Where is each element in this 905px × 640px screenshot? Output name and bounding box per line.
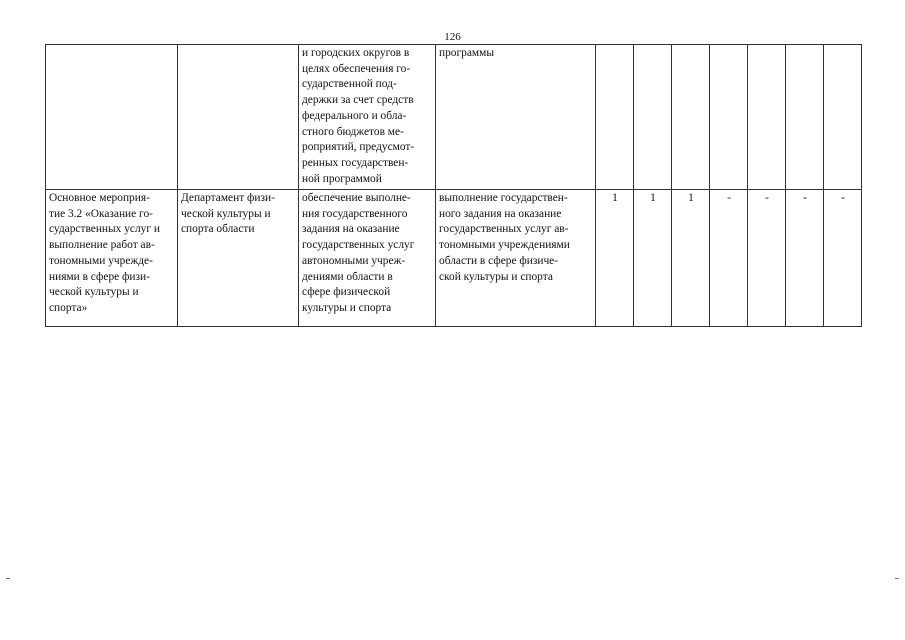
cell-text-line: обеспечение выполне- <box>302 192 411 204</box>
cell-text-line: и городских округов в <box>302 47 410 59</box>
value-cell <box>672 45 710 190</box>
cell-text-line: ного задания на оказание <box>439 207 562 220</box>
result-cell <box>436 45 596 190</box>
cell-text-line: тономными учрежде- <box>49 254 153 267</box>
cell-text-line: держки за счет средств <box>302 94 414 107</box>
cell-text-line: культуры и спорта <box>302 301 392 314</box>
value-cell: 1 <box>634 190 672 327</box>
cell-text-line: ской культуры и спорта <box>439 270 553 283</box>
value-cell <box>710 45 748 190</box>
value-cell: - <box>824 190 862 327</box>
table-row <box>46 190 862 327</box>
value-cell: - <box>710 190 748 327</box>
activity-cell <box>46 190 178 327</box>
left-margin-mark <box>6 578 10 579</box>
value-cell <box>634 45 672 190</box>
cell-text-line: ния государственного <box>302 207 408 220</box>
cell-text-line: тие 3.2 «Оказание го- <box>49 207 153 220</box>
cell-text-line: сударственных услуг и <box>49 223 160 236</box>
activity-cell <box>46 45 178 190</box>
table-row <box>46 45 862 190</box>
executor-cell <box>178 190 299 327</box>
page-number: 126 <box>444 31 461 43</box>
value-cell: 1 <box>596 190 634 327</box>
cell-text-line: стного бюджетов ме- <box>302 125 404 138</box>
cell-text-line: Основное мероприя- <box>49 192 150 204</box>
cell-text-line: роприятий, предусмот- <box>302 141 415 154</box>
cell-text-line: области в сфере физиче- <box>439 254 559 267</box>
value-cell: - <box>786 190 824 327</box>
value-cell <box>748 45 786 190</box>
cell-text-line: ческой культуры и <box>49 286 139 299</box>
cell-text-line: государственных услуг ав- <box>439 223 569 236</box>
cell-text-line: целях обеспечения го- <box>302 62 411 75</box>
cell-text-line: дениями области в <box>302 270 393 283</box>
cell-text-line: ной программой <box>302 172 382 185</box>
cell-text-line: выполнение государствен- <box>439 192 568 204</box>
cell-text-line: спорта области <box>181 223 255 236</box>
program-activities-table <box>45 44 862 327</box>
cell-text-line: спорта» <box>49 301 88 314</box>
value-cell: 1 <box>672 190 710 327</box>
cell-text-line: ческой культуры и <box>181 207 271 220</box>
value-cell: - <box>748 190 786 327</box>
value-cell <box>786 45 824 190</box>
cell-text-line: выполнение работ ав- <box>49 239 155 252</box>
cell-text-line: программы <box>439 47 494 59</box>
cell-text-line: сударственной под- <box>302 78 397 91</box>
measures-cell <box>299 45 436 190</box>
cell-text-line: ниями в сфере физи- <box>49 270 150 283</box>
right-margin-mark <box>895 578 899 579</box>
cell-text-line: сфере физической <box>302 286 391 299</box>
cell-text-line: автономными учреж- <box>302 254 406 267</box>
executor-cell <box>178 45 299 190</box>
result-cell <box>436 190 596 327</box>
cell-text-line: Департамент физи- <box>181 192 275 204</box>
cell-text-line: государственных услуг <box>302 239 415 252</box>
value-cell <box>596 45 634 190</box>
cell-text-line: задания на оказание <box>302 223 400 236</box>
cell-text-line: ренных государствен- <box>302 156 409 169</box>
cell-text-line: тономными учреждениями <box>439 239 570 252</box>
cell-text-line: федерального и обла- <box>302 109 407 122</box>
measures-cell <box>299 190 436 327</box>
value-cell <box>824 45 862 190</box>
